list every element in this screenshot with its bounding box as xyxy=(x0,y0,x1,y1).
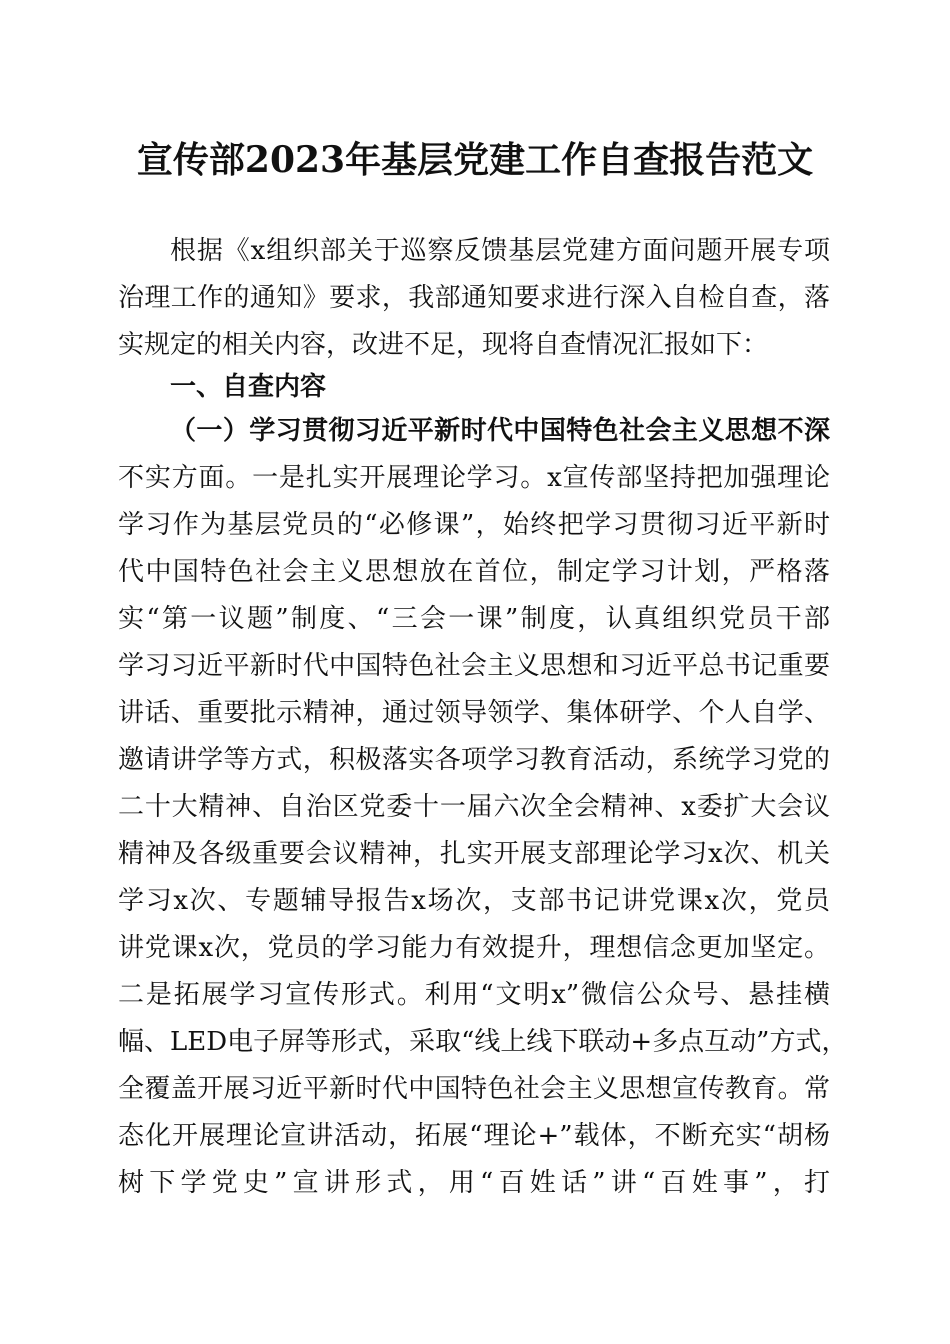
paragraph-line: 幅、LED电子屏等形式，采取“线上线下联动+多点互动”方式， xyxy=(118,1027,848,1057)
paragraph-line: 学习习近平新时代中国特色社会主义思想和习近平总书记重要 xyxy=(118,651,830,681)
paragraph-line: 学习作为基层党员的“必修课”，始终把学习贯彻习近平新时 xyxy=(118,510,830,540)
paragraph-line: 全覆盖开展习近平新时代中国特色社会主义思想宣传教育。常 xyxy=(118,1074,830,1104)
paragraph-line: 二是拓展学习宣传形式。利用“文明x”微信公众号、悬挂横 xyxy=(118,980,830,1010)
paragraph-line: 实“第一议题”制度、“三会一课”制度，认真组织党员干部 xyxy=(118,604,830,634)
paragraph-line: 学习x次、专题辅导报告x场次，支部书记讲党课x次，党员 xyxy=(118,886,830,916)
paragraph-line: 代中国特色社会主义思想放在首位，制定学习计划，严格落 xyxy=(118,557,830,587)
paragraph-line: 邀请讲学等方式，积极落实各项学习教育活动，系统学习党的 xyxy=(118,745,830,775)
document-title: 宣传部2023年基层党建工作自查报告范文 xyxy=(136,139,814,181)
intro-paragraph xyxy=(118,228,830,369)
intro-line: 治理工作的通知》要求，我部通知要求进行深入自检自查，落 xyxy=(118,283,830,313)
paragraph-line: 不实方面。一是扎实开展理论学习。x宣传部坚持把加强理论 xyxy=(118,463,830,493)
paragraph-line: 态化开展理论宣讲活动，拓展“理论+”载体，不断充实“胡杨 xyxy=(118,1121,830,1151)
paragraph-line: 树下学党史”宣讲形式，用“百姓话”讲“百姓事”，打 xyxy=(118,1168,830,1198)
paragraph-line: （一）学习贯彻习近平新时代中国特色社会主义思想不深 xyxy=(170,416,830,446)
intro-line: 根据《x组织部关于巡察反馈基层党建方面问题开展专项 xyxy=(170,236,830,266)
section-paragraph xyxy=(118,408,848,1207)
paragraph-line: 二十大精神、自治区党委十一届六次全会精神、x委扩大会议 xyxy=(118,792,830,822)
section-heading-block xyxy=(118,364,830,411)
intro-line: 实规定的相关内容，改进不足，现将自查情况汇报如下： xyxy=(118,330,769,360)
paragraph-line: 精神及各级重要会议精神，扎实开展支部理论学习x次、机关 xyxy=(118,839,830,869)
section-heading: 一、自查内容 xyxy=(170,372,327,402)
paragraph-line: 讲话、重要批示精神，通过领导领学、集体研学、个人自学、 xyxy=(118,698,830,728)
paragraph-line: 讲党课x次，党员的学习能力有效提升，理想信念更加坚定。 xyxy=(118,933,830,963)
